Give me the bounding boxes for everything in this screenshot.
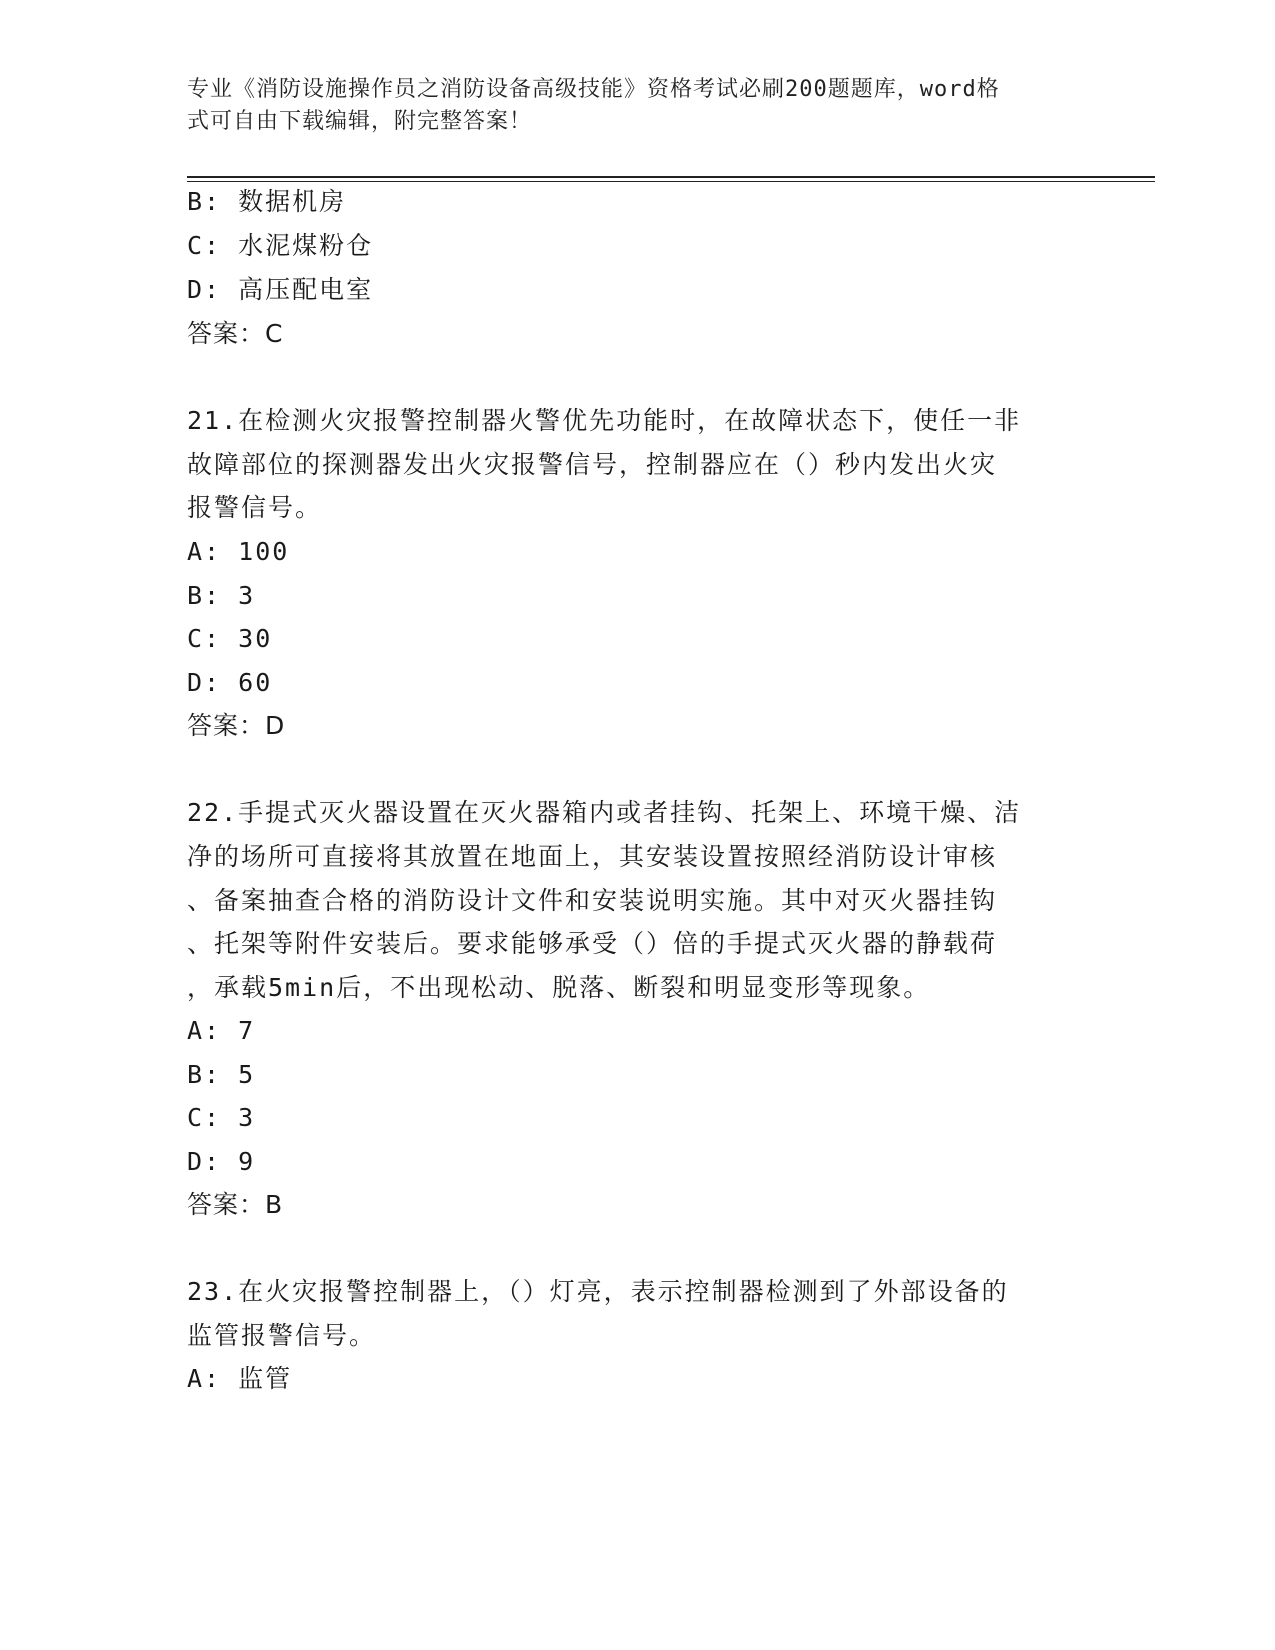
document-header	[187, 74, 1067, 138]
q22-option-b: B: 5	[187, 1060, 256, 1089]
q21-stem-line-3: 报警信号。	[187, 493, 323, 522]
q20-option-d: D: 高压配电室	[187, 275, 374, 304]
q22-answer: 答案：B	[187, 1190, 284, 1219]
q21-option-b: B: 3	[187, 581, 256, 610]
q20-option-b: B: 数据机房	[187, 187, 347, 216]
q22-stem-line-3: 、备案抽查合格的消防设计文件和安装说明实施。其中对灭火器挂钩	[187, 886, 998, 915]
q23-stem-line-1: 23.在火灾报警控制器上，（）灯亮，表示控制器检测到了外部设备的	[187, 1277, 1009, 1306]
q21-stem-line-2: 故障部位的探测器发出火灾报警信号，控制器应在（）秒内发出火灾	[187, 450, 998, 479]
q21-option-d: D: 60	[187, 668, 273, 697]
q21-stem-line-1: 21.在检测火灾报警控制器火警优先功能时，在故障状态下，使任一非	[187, 406, 1022, 435]
q22-option-c: C: 3	[187, 1103, 256, 1132]
q21-option-c: C: 30	[187, 624, 273, 653]
header-divider-thick	[187, 176, 1155, 178]
q21-option-a: A: 100	[187, 537, 290, 566]
q22-option-d: D: 9	[187, 1147, 256, 1176]
q23-option-a: A: 监管	[187, 1364, 293, 1393]
q22-stem-line-4: 、托架等附件安装后。要求能够承受（）倍的手提式灭火器的静载荷	[187, 929, 998, 958]
q22-option-a: A: 7	[187, 1016, 256, 1045]
header-divider-thin	[187, 181, 1155, 182]
header-line-2: 式可自由下载编辑，附完整答案！	[187, 109, 533, 134]
q22-stem-line-2: 净的场所可直接将其放置在地面上，其安装设置按照经消防设计审核	[187, 842, 998, 871]
q21-answer: 答案：D	[187, 711, 286, 740]
q22-stem-line-5: ，承载5min后，不出现松动、脱落、断裂和明显变形等现象。	[187, 973, 931, 1002]
header-line-1: 专业《消防设施操作员之消防设备高级技能》资格考试必刷200题题库，word格	[187, 77, 1000, 102]
q20-answer: 答案：C	[187, 319, 284, 348]
q23-stem-line-2: 监管报警信号。	[187, 1321, 377, 1350]
q22-stem-line-1: 22.手提式灭火器设置在灭火器箱内或者挂钩、托架上、环境干燥、洁	[187, 798, 1022, 827]
q20-option-c: C: 水泥煤粉仓	[187, 231, 374, 260]
